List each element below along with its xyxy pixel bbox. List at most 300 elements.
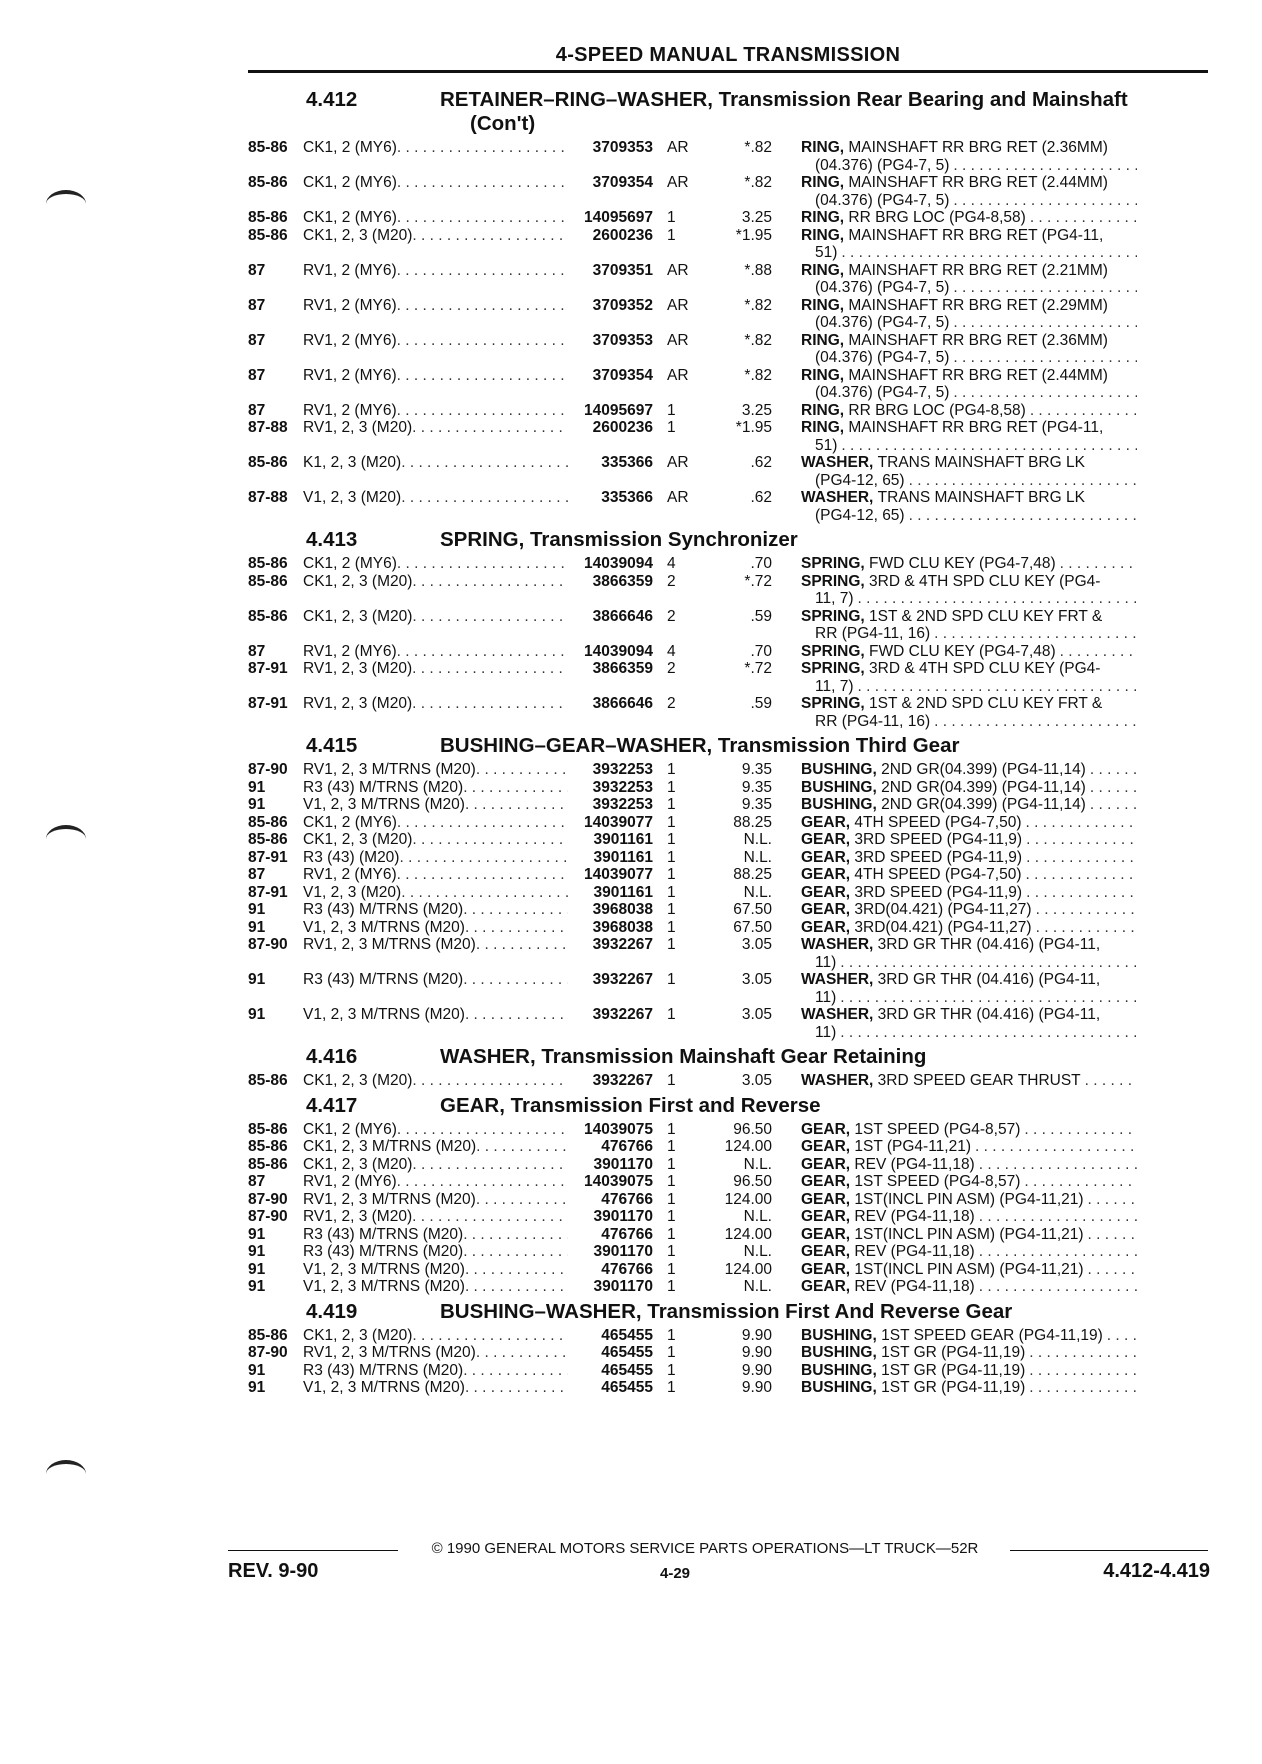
price: .59 (750, 695, 772, 712)
leader-dots (412, 660, 568, 695)
price: .62 (750, 454, 772, 471)
quantity: 1 (667, 901, 676, 918)
description-text: 1ST(INCL PIN ASM) (PG4-11,21) (854, 1225, 1084, 1243)
part-number: 3932253 (592, 761, 653, 778)
leader-dots (465, 1278, 568, 1296)
application-cell (303, 1191, 568, 1209)
section-title-block (440, 88, 1218, 136)
section-title: RETAINER–RING–WASHER, Transmission Rear Bearing and Mainshaft (440, 88, 1128, 111)
description-line (801, 1278, 1137, 1296)
price: *.82 (744, 139, 772, 156)
quantity: 1 (667, 209, 676, 226)
leader-dots (412, 227, 568, 262)
description-line (801, 779, 1137, 797)
description-line (801, 1327, 1137, 1345)
application-cell (303, 262, 568, 297)
description-line (801, 157, 1137, 175)
price: *1.95 (735, 226, 772, 244)
description-line (801, 1191, 1137, 1209)
description-keyword: WASHER, (801, 489, 874, 506)
leader-dots (1022, 884, 1137, 902)
application-cell (303, 608, 568, 643)
parts-row (248, 1327, 1218, 1345)
description (801, 643, 1137, 661)
quantity: 1 (667, 796, 676, 813)
price: 9.90 (741, 1326, 772, 1344)
price: 124.00 (724, 1138, 772, 1155)
application: CK1, 2 (MY6) (303, 174, 397, 191)
application-cell (303, 1173, 568, 1191)
description-keyword: BUSHING, (801, 761, 877, 778)
leader-dots (1086, 796, 1137, 814)
footer-rule-left (228, 1550, 398, 1551)
quantity: 1 (667, 1243, 676, 1260)
model-years: 85-86 (248, 1326, 288, 1344)
application: R3 (43) M/TRNS (M20) (303, 971, 464, 988)
model-years: 91 (248, 796, 266, 813)
description-text: MAINSHAFT RR BRG RET (PG4-11, (848, 419, 1104, 436)
parts-list (248, 84, 1218, 1397)
description (801, 332, 1137, 367)
application: V1, 2, 3 (M20) (303, 489, 402, 506)
description-line (801, 419, 1137, 437)
application: V1, 2, 3 M/TRNS (M20) (303, 1260, 465, 1278)
parts-row (248, 367, 1218, 402)
parts-row (248, 1173, 1218, 1191)
leader-dots (465, 796, 568, 814)
price: .70 (750, 555, 772, 572)
part-number: 3932267 (592, 971, 653, 988)
price: 9.35 (741, 796, 772, 813)
application: R3 (43) M/TRNS (M20) (303, 901, 464, 918)
application-cell (303, 814, 568, 832)
description-text: MAINSHAFT RR BRG RET (PG4-11, (848, 226, 1104, 244)
model-years: 87-91 (248, 848, 288, 866)
description-text: (04.376) (PG4-7, 5) (815, 156, 950, 174)
description (801, 1208, 1137, 1226)
description-line (801, 507, 1137, 525)
description-line (801, 139, 1137, 157)
model-years: 87 (248, 366, 266, 384)
description-text: 3RD GR THR (04.416) (PG4-11, (877, 971, 1101, 988)
leader-dots (854, 590, 1138, 608)
part-number: 465455 (601, 1326, 653, 1344)
price: *1.95 (735, 419, 772, 436)
description-text: 3RD(04.421) (PG4-11,27) (854, 901, 1032, 918)
leader-dots (1025, 1379, 1137, 1397)
description (801, 849, 1137, 867)
parts-row (248, 971, 1218, 1006)
quantity: 1 (667, 1361, 676, 1379)
description-line (801, 1173, 1137, 1191)
leader-dots (836, 1024, 1137, 1042)
leader-dots (401, 454, 568, 489)
leader-dots (905, 507, 1137, 525)
description-text: TRANS MAINSHAFT BRG LK (877, 489, 1085, 506)
price: N.L. (743, 883, 772, 901)
application-cell (303, 1208, 568, 1226)
leader-dots (463, 1362, 568, 1380)
description-line (801, 297, 1137, 315)
description-line (801, 1024, 1137, 1042)
description-keyword: WASHER, (801, 936, 874, 953)
description (801, 919, 1137, 937)
leader-dots (1056, 555, 1137, 573)
part-number: 3866359 (592, 572, 653, 590)
description-keyword: GEAR, (801, 866, 851, 883)
application-cell (303, 489, 568, 524)
description-text: (04.376) (PG4-7, 5) (815, 314, 950, 331)
description-line (801, 971, 1137, 989)
parts-row (248, 227, 1218, 262)
description-line (801, 573, 1137, 591)
application-cell (303, 831, 568, 849)
application: CK1, 2, 3 (M20) (303, 1326, 413, 1344)
leader-dots (930, 713, 1137, 731)
leader-dots (1026, 209, 1137, 227)
description-text: MAINSHAFT RR BRG RET (2.36MM) (848, 139, 1108, 156)
description (801, 1072, 1137, 1090)
parts-row (248, 919, 1218, 937)
parts-row (248, 139, 1218, 174)
description-text: (PG4-12, 65) (815, 506, 905, 524)
application-cell (303, 971, 568, 1006)
application-cell (303, 1156, 568, 1174)
section-title: GEAR, Transmission First and Reverse (440, 1093, 821, 1117)
model-years: 85-86 (248, 209, 288, 226)
quantity: 1 (667, 1225, 676, 1243)
leader-dots (854, 678, 1138, 696)
leader-dots (1020, 1121, 1137, 1139)
description-keyword: WASHER, (801, 971, 874, 988)
description-line (801, 989, 1137, 1007)
leader-dots (399, 849, 568, 867)
quantity: 1 (667, 866, 676, 883)
description-keyword: RING, (801, 209, 845, 226)
footer-copyright: © 1990 GENERAL MOTORS SERVICE PARTS OPERATIONS—LT TRUCK—52R (431, 1540, 979, 1557)
application-cell (303, 1006, 568, 1041)
description (801, 139, 1137, 174)
description-line (801, 262, 1137, 280)
description-text: TRANS MAINSHAFT BRG LK (877, 454, 1085, 471)
price: 124.00 (724, 1260, 772, 1278)
price: 67.50 (733, 918, 772, 936)
price: *.82 (744, 174, 772, 191)
parts-row (248, 1191, 1218, 1209)
parts-row (248, 209, 1218, 227)
part-number: 2600236 (592, 226, 653, 244)
application-cell (303, 779, 568, 797)
description-keyword: RING, (801, 296, 845, 314)
application-cell (303, 660, 568, 695)
part-number: 476766 (601, 1225, 653, 1243)
description-line (801, 761, 1137, 779)
application: R3 (43) M/TRNS (M20) (303, 1243, 464, 1260)
description (801, 608, 1137, 643)
leader-dots (949, 349, 1137, 367)
description-text: 1ST(INCL PIN ASM) (PG4-11,21) (854, 1260, 1084, 1278)
model-years: 91 (248, 1260, 266, 1278)
application-cell (303, 573, 568, 608)
leader-dots (1056, 643, 1137, 661)
part-number: 3901161 (593, 883, 653, 901)
description-text: 1ST & 2ND SPD CLU KEY FRT & (869, 607, 1103, 625)
application-cell (303, 139, 568, 174)
description-line (801, 1362, 1137, 1380)
model-years: 91 (248, 1243, 266, 1260)
quantity: 2 (667, 572, 676, 590)
application: RV1, 2, 3 M/TRNS (M20) (303, 761, 476, 778)
quantity: 1 (667, 419, 676, 436)
description (801, 174, 1137, 209)
application-cell (303, 1138, 568, 1156)
quantity: 4 (667, 555, 676, 572)
model-years: 85-86 (248, 555, 288, 572)
application: V1, 2, 3 M/TRNS (M20) (303, 1379, 465, 1396)
model-years: 87-88 (248, 489, 288, 506)
price: 3.05 (741, 971, 772, 988)
description-text: FWD CLU KEY (PG4-7,48) (869, 642, 1056, 660)
leader-dots (1103, 1327, 1137, 1345)
description-text: MAINSHAFT RR BRG RET (2.44MM) (848, 366, 1108, 384)
description (801, 695, 1137, 730)
description (801, 209, 1137, 227)
leader-dots (412, 1327, 568, 1345)
leader-dots (837, 244, 1137, 262)
leader-dots (401, 884, 568, 902)
description-keyword: RING, (801, 139, 845, 156)
leader-dots (1032, 901, 1137, 919)
description (801, 1156, 1137, 1174)
description-keyword: BUSHING, (801, 1344, 877, 1361)
section-title-block (440, 1300, 1218, 1324)
description-line (801, 831, 1137, 849)
model-years: 85-86 (248, 607, 288, 625)
application-cell (303, 866, 568, 884)
description-text: 1ST SPEED GEAR (PG4-11,19) (881, 1326, 1103, 1344)
model-years: 87-91 (248, 883, 288, 901)
application-cell (303, 209, 568, 227)
parts-row (248, 643, 1218, 661)
description-line (801, 349, 1137, 367)
section-number: 4.413 (306, 528, 358, 551)
leader-dots (397, 814, 568, 832)
description-text: 3RD & 4TH SPD CLU KEY (PG4- (869, 660, 1101, 677)
model-years: 87-91 (248, 660, 288, 677)
description (801, 262, 1137, 297)
application: CK1, 2, 3 (M20) (303, 1072, 413, 1089)
quantity: 1 (667, 971, 676, 988)
leader-dots (463, 1226, 568, 1244)
quantity: 2 (667, 695, 676, 712)
application-cell (303, 1379, 568, 1397)
application-cell (303, 1121, 568, 1139)
description-text: 11) (815, 988, 837, 1006)
description-line (801, 866, 1137, 884)
description (801, 796, 1137, 814)
description-keyword: RING, (801, 261, 845, 279)
leader-dots (465, 1006, 568, 1041)
description (801, 1379, 1137, 1397)
description-text: REV (PG4-11,18) (854, 1243, 975, 1260)
description-keyword: GEAR, (801, 1208, 851, 1225)
quantity: AR (667, 331, 689, 349)
leader-dots (949, 192, 1137, 210)
description-line (801, 227, 1137, 245)
price: N.L. (743, 1243, 772, 1260)
price: *.82 (744, 331, 772, 349)
price: *.72 (744, 572, 772, 590)
parts-row (248, 1121, 1218, 1139)
description (801, 901, 1137, 919)
model-years: 91 (248, 918, 266, 936)
section-heading (248, 1094, 1218, 1118)
part-number: 3709351 (592, 261, 653, 279)
price: N.L. (743, 1278, 772, 1295)
quantity: 1 (667, 1190, 676, 1208)
description-line (801, 1226, 1137, 1244)
price: 96.50 (733, 1120, 772, 1138)
description-text: REV (PG4-11,18) (854, 1208, 975, 1225)
description-keyword: GEAR, (801, 1190, 851, 1208)
part-number: 476766 (601, 1190, 653, 1208)
quantity: 1 (667, 1155, 676, 1173)
price: *.82 (744, 296, 772, 314)
footer-page-number: 4-29 (660, 1565, 691, 1582)
leader-dots (949, 157, 1137, 175)
part-number: 3709353 (592, 139, 653, 156)
section-title-block (440, 1094, 1218, 1118)
part-number: 3709354 (592, 366, 653, 384)
description-line (801, 643, 1137, 661)
quantity: 1 (667, 1278, 676, 1295)
description-keyword: GEAR, (801, 1138, 851, 1155)
price: 124.00 (724, 1190, 772, 1208)
model-years: 87 (248, 642, 266, 660)
model-years: 91 (248, 901, 266, 918)
application-cell (303, 849, 568, 867)
title-rule (248, 70, 1208, 73)
application: CK1, 2 (MY6) (303, 139, 397, 156)
leader-dots (412, 608, 568, 643)
parts-row (248, 1278, 1218, 1296)
leader-dots (412, 1072, 568, 1090)
parts-row (248, 1226, 1218, 1244)
description-line (801, 590, 1137, 608)
application-cell (303, 1261, 568, 1279)
description-keyword: GEAR, (801, 1173, 851, 1190)
quantity: AR (667, 454, 689, 471)
quantity: 1 (667, 848, 676, 866)
part-number: 14039077 (584, 813, 653, 831)
description-text: (04.376) (PG4-7, 5) (815, 349, 950, 366)
price: N.L. (743, 831, 772, 848)
description-text: 3RD GR THR (04.416) (PG4-11, (877, 1006, 1101, 1023)
price: 9.35 (741, 778, 772, 796)
quantity: AR (667, 296, 689, 314)
application-cell (303, 1072, 568, 1090)
model-years: 85-86 (248, 831, 288, 848)
part-number: 3709352 (592, 296, 653, 314)
part-number: 3901161 (593, 831, 653, 848)
description (801, 1327, 1137, 1345)
application: RV1, 2, 3 (M20) (303, 1208, 413, 1225)
part-number: 3709354 (592, 174, 653, 191)
parts-row (248, 1379, 1218, 1397)
application: V1, 2, 3 M/TRNS (M20) (303, 796, 465, 813)
leader-dots (1086, 761, 1137, 779)
application-cell (303, 796, 568, 814)
description-text: 2ND GR(04.399) (PG4-11,14) (881, 796, 1086, 813)
model-years: 85-86 (248, 174, 288, 191)
description (801, 1138, 1137, 1156)
quantity: 1 (667, 1072, 676, 1089)
description-line (801, 796, 1137, 814)
quantity: 1 (667, 1326, 676, 1344)
section-title-block (440, 528, 1218, 552)
price: .62 (750, 489, 772, 506)
description-line (801, 209, 1137, 227)
section-number: 4.412 (306, 88, 358, 111)
price: N.L. (743, 1208, 772, 1225)
price: 9.90 (741, 1344, 772, 1361)
parts-row (248, 660, 1218, 695)
application-cell (303, 1362, 568, 1380)
leader-dots (1032, 919, 1137, 937)
application: RV1, 2, 3 (M20) (303, 419, 413, 436)
footer-section-range: 4.412-4.419 (1103, 1560, 1210, 1582)
description (801, 831, 1137, 849)
description-keyword: GEAR, (801, 1260, 851, 1278)
quantity: AR (667, 139, 689, 156)
section-number: 4.416 (306, 1045, 358, 1068)
application-cell (303, 1226, 568, 1244)
section-number: 4.417 (306, 1093, 358, 1117)
description-line (801, 1208, 1137, 1226)
part-number: 3709353 (592, 331, 653, 349)
model-years: 87 (248, 1173, 266, 1190)
description (801, 660, 1137, 695)
leader-dots (463, 779, 568, 797)
section-title: WASHER, Transmission Mainshaft Gear Retaining (440, 1045, 927, 1068)
model-years: 87 (248, 401, 266, 419)
leader-dots (1022, 849, 1137, 867)
model-years: 87-90 (248, 1190, 288, 1208)
application-cell (303, 1278, 568, 1296)
parts-row (248, 1156, 1218, 1174)
description-keyword: GEAR, (801, 1225, 851, 1243)
part-number: 3968038 (592, 901, 653, 918)
part-number: 476766 (601, 1138, 653, 1155)
quantity: 1 (667, 1173, 676, 1190)
leader-dots (1084, 1191, 1137, 1209)
leader-dots (397, 297, 568, 332)
part-number: 3866646 (592, 695, 653, 712)
leader-dots (836, 954, 1137, 972)
application: R3 (43) M/TRNS (M20) (303, 1225, 464, 1243)
price: 9.90 (741, 1379, 772, 1396)
description-line (801, 814, 1137, 832)
application-cell (303, 1243, 568, 1261)
description-line (801, 332, 1137, 350)
quantity: 1 (667, 936, 676, 953)
application-cell (303, 919, 568, 937)
description-keyword: RING, (801, 226, 845, 244)
application-cell (303, 1344, 568, 1362)
quantity: AR (667, 174, 689, 191)
description (801, 227, 1137, 262)
description (801, 402, 1137, 420)
